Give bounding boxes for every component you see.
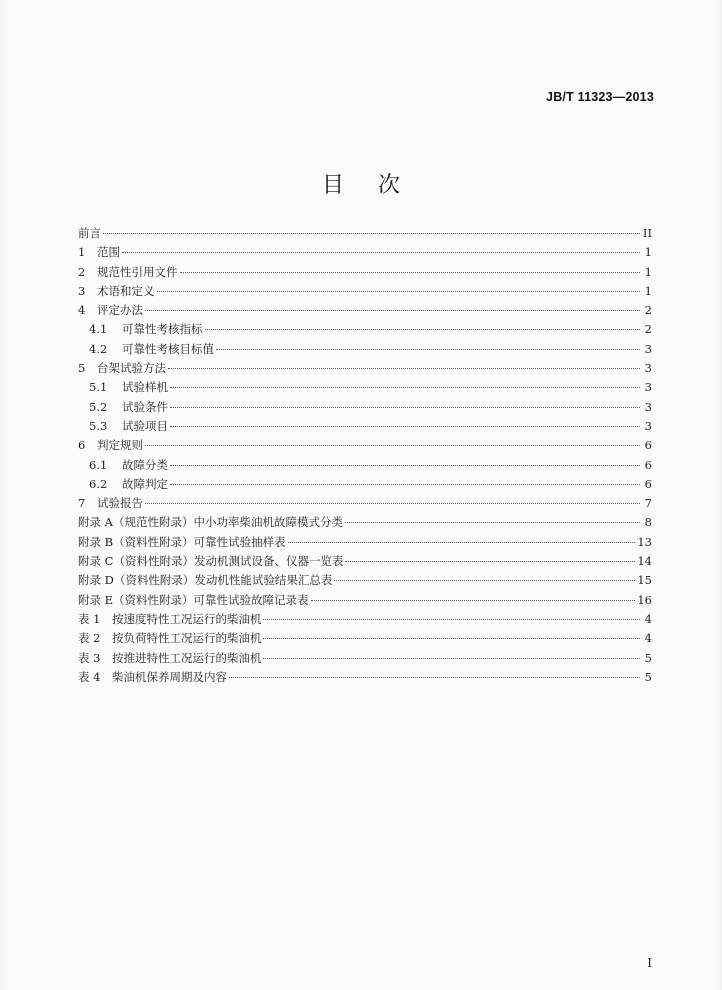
toc-entry-label: 规范性引用文件 — [97, 264, 178, 279]
toc-entry-page: 3 — [644, 361, 652, 376]
toc-entry-page: II — [642, 226, 652, 240]
toc-entry-page: 13 — [637, 534, 652, 549]
dot-leader — [311, 600, 636, 601]
toc-entry-label: 附录 C（资料性附录）发动机测试设备、仪器一览表 — [78, 554, 344, 569]
toc-entry-label: 前言 — [78, 226, 101, 240]
toc-entry-label: 试验报告 — [97, 496, 143, 511]
toc-entry[interactable] — [78, 513, 652, 532]
toc-entry-page: 7 — [644, 496, 652, 511]
toc-entry[interactable] — [78, 533, 652, 552]
toc-entry-label: 附录 D（资料性附录）发动机性能试验结果汇总表 — [78, 573, 333, 588]
toc-entry[interactable] — [78, 629, 652, 648]
toc-entry[interactable] — [78, 243, 652, 262]
toc-entry-label: 故障判定 — [122, 476, 168, 491]
toc-entry-page: 15 — [637, 573, 652, 588]
toc-entry-page: 3 — [644, 341, 652, 356]
toc-entry-page: 5 — [644, 669, 652, 684]
toc-entry-number: 4.2 — [89, 341, 108, 356]
toc-entry[interactable] — [78, 320, 652, 339]
toc-entry[interactable] — [78, 263, 652, 282]
toc-entry-label: 台架试验方法 — [97, 361, 166, 376]
toc-entry[interactable] — [78, 610, 652, 629]
toc-entry[interactable] — [78, 591, 652, 610]
toc-entry-label: 判定规则 — [97, 438, 143, 453]
toc-entry-label: 可靠性考核指标 — [122, 322, 203, 337]
dot-leader — [263, 619, 640, 620]
dot-leader — [345, 522, 640, 523]
toc-entry[interactable] — [78, 475, 652, 494]
toc-entry[interactable] — [78, 359, 652, 378]
toc-entry-number: 5.3 — [89, 418, 108, 433]
dot-leader — [288, 542, 636, 543]
toc-entry-number: 4.1 — [89, 322, 108, 337]
toc-entry-number: 5.1 — [89, 380, 108, 395]
toc-entry[interactable] — [78, 340, 652, 359]
toc-entry-page: 2 — [644, 303, 652, 318]
page-number: I — [647, 956, 652, 970]
toc-entry-page: 6 — [644, 438, 652, 453]
dot-leader — [170, 484, 640, 485]
toc-entry-page: 3 — [644, 399, 652, 414]
toc-entry-label: 表 4 柴油机保养周期及内容 — [78, 669, 227, 684]
toc-entry-label: 附录 B（资料性附录）可靠性试验抽样表 — [78, 534, 286, 549]
dot-leader — [205, 329, 641, 330]
toc-entry-page: 1 — [644, 264, 652, 279]
toc-entry-label: 评定办法 — [97, 303, 143, 318]
toc-entry-page: 8 — [644, 515, 652, 530]
toc-entry-label: 故障分类 — [122, 457, 168, 472]
dot-leader — [145, 445, 640, 446]
dot-leader — [216, 349, 640, 350]
toc-entry[interactable] — [78, 436, 652, 455]
toc-entry-page: 16 — [637, 592, 652, 607]
standard-number: JB/T 11323—2013 — [546, 90, 654, 104]
toc-entry-label: 术语和定义 — [97, 283, 155, 298]
dot-leader — [170, 426, 640, 427]
table-of-contents — [78, 224, 652, 687]
toc-entry-label: 附录 E（资料性附录）可靠性试验故障记录表 — [78, 592, 309, 607]
dot-leader — [334, 580, 635, 581]
toc-entry-number: 4 — [78, 303, 86, 318]
dot-leader — [263, 638, 640, 639]
toc-entry[interactable] — [78, 378, 652, 397]
toc-entry-label: 表 3 按推进特性工况运行的柴油机 — [78, 650, 262, 665]
toc-entry-number: 6.1 — [89, 457, 108, 472]
toc-entry-label: 试验条件 — [122, 399, 168, 414]
toc-entry-page: 6 — [644, 457, 652, 472]
toc-entry-page: 5 — [644, 650, 652, 665]
toc-entry[interactable] — [78, 494, 652, 513]
toc-entry-number: 2 — [78, 264, 86, 279]
dot-leader — [157, 291, 641, 292]
toc-entry-page: 1 — [644, 245, 652, 260]
toc-entry-label: 表 2 按负荷特性工况运行的柴油机 — [78, 631, 262, 646]
toc-entry-label: 试验项目 — [122, 418, 168, 433]
toc-entry-number: 6.2 — [89, 476, 108, 491]
dot-leader — [345, 561, 635, 562]
toc-entry[interactable] — [78, 649, 652, 668]
dot-leader — [145, 310, 640, 311]
dot-leader — [263, 658, 640, 659]
toc-entry-label: 表 1 按速度特性工况运行的柴油机 — [78, 611, 262, 626]
toc-entry[interactable] — [78, 668, 652, 687]
dot-leader — [229, 677, 640, 678]
dot-leader — [170, 387, 640, 388]
toc-entry-page: 1 — [644, 283, 652, 298]
dot-leader — [103, 233, 640, 234]
toc-entry[interactable] — [78, 417, 652, 436]
dot-leader — [122, 252, 640, 253]
dot-leader — [170, 465, 640, 466]
toc-entry[interactable] — [78, 571, 652, 590]
toc-entry-number: 3 — [78, 283, 86, 298]
toc-entry[interactable] — [78, 552, 652, 571]
toc-entry[interactable] — [78, 282, 652, 301]
toc-entry-label: 附录 A（规范性附录）中小功率柴油机故障模式分类 — [78, 515, 343, 530]
toc-entry-page: 4 — [644, 631, 652, 646]
toc-entry-page: 6 — [644, 476, 652, 491]
toc-entry-number: 6 — [78, 438, 86, 453]
toc-entry-label: 范围 — [97, 245, 120, 260]
toc-entry[interactable] — [78, 224, 652, 243]
dot-leader — [170, 407, 640, 408]
page-title: 目次 — [321, 173, 434, 198]
dot-leader — [168, 368, 640, 369]
dot-leader — [145, 503, 640, 504]
toc-entry-page: 3 — [644, 418, 652, 433]
toc-entry-page: 3 — [644, 380, 652, 395]
toc-entry-number: 5 — [78, 361, 86, 376]
toc-entry-number: 1 — [78, 245, 86, 260]
toc-entry-page: 14 — [637, 554, 652, 569]
toc-entry-number: 7 — [78, 496, 86, 511]
toc-entry[interactable] — [78, 398, 652, 417]
dot-leader — [180, 272, 641, 273]
toc-entry-page: 4 — [644, 611, 652, 626]
toc-entry-number: 5.2 — [89, 399, 108, 414]
toc-entry[interactable] — [78, 456, 652, 475]
toc-entry-label: 试验样机 — [122, 380, 168, 395]
toc-entry[interactable] — [78, 301, 652, 320]
toc-entry-page: 2 — [644, 322, 652, 337]
toc-entry-label: 可靠性考核目标值 — [122, 341, 214, 356]
